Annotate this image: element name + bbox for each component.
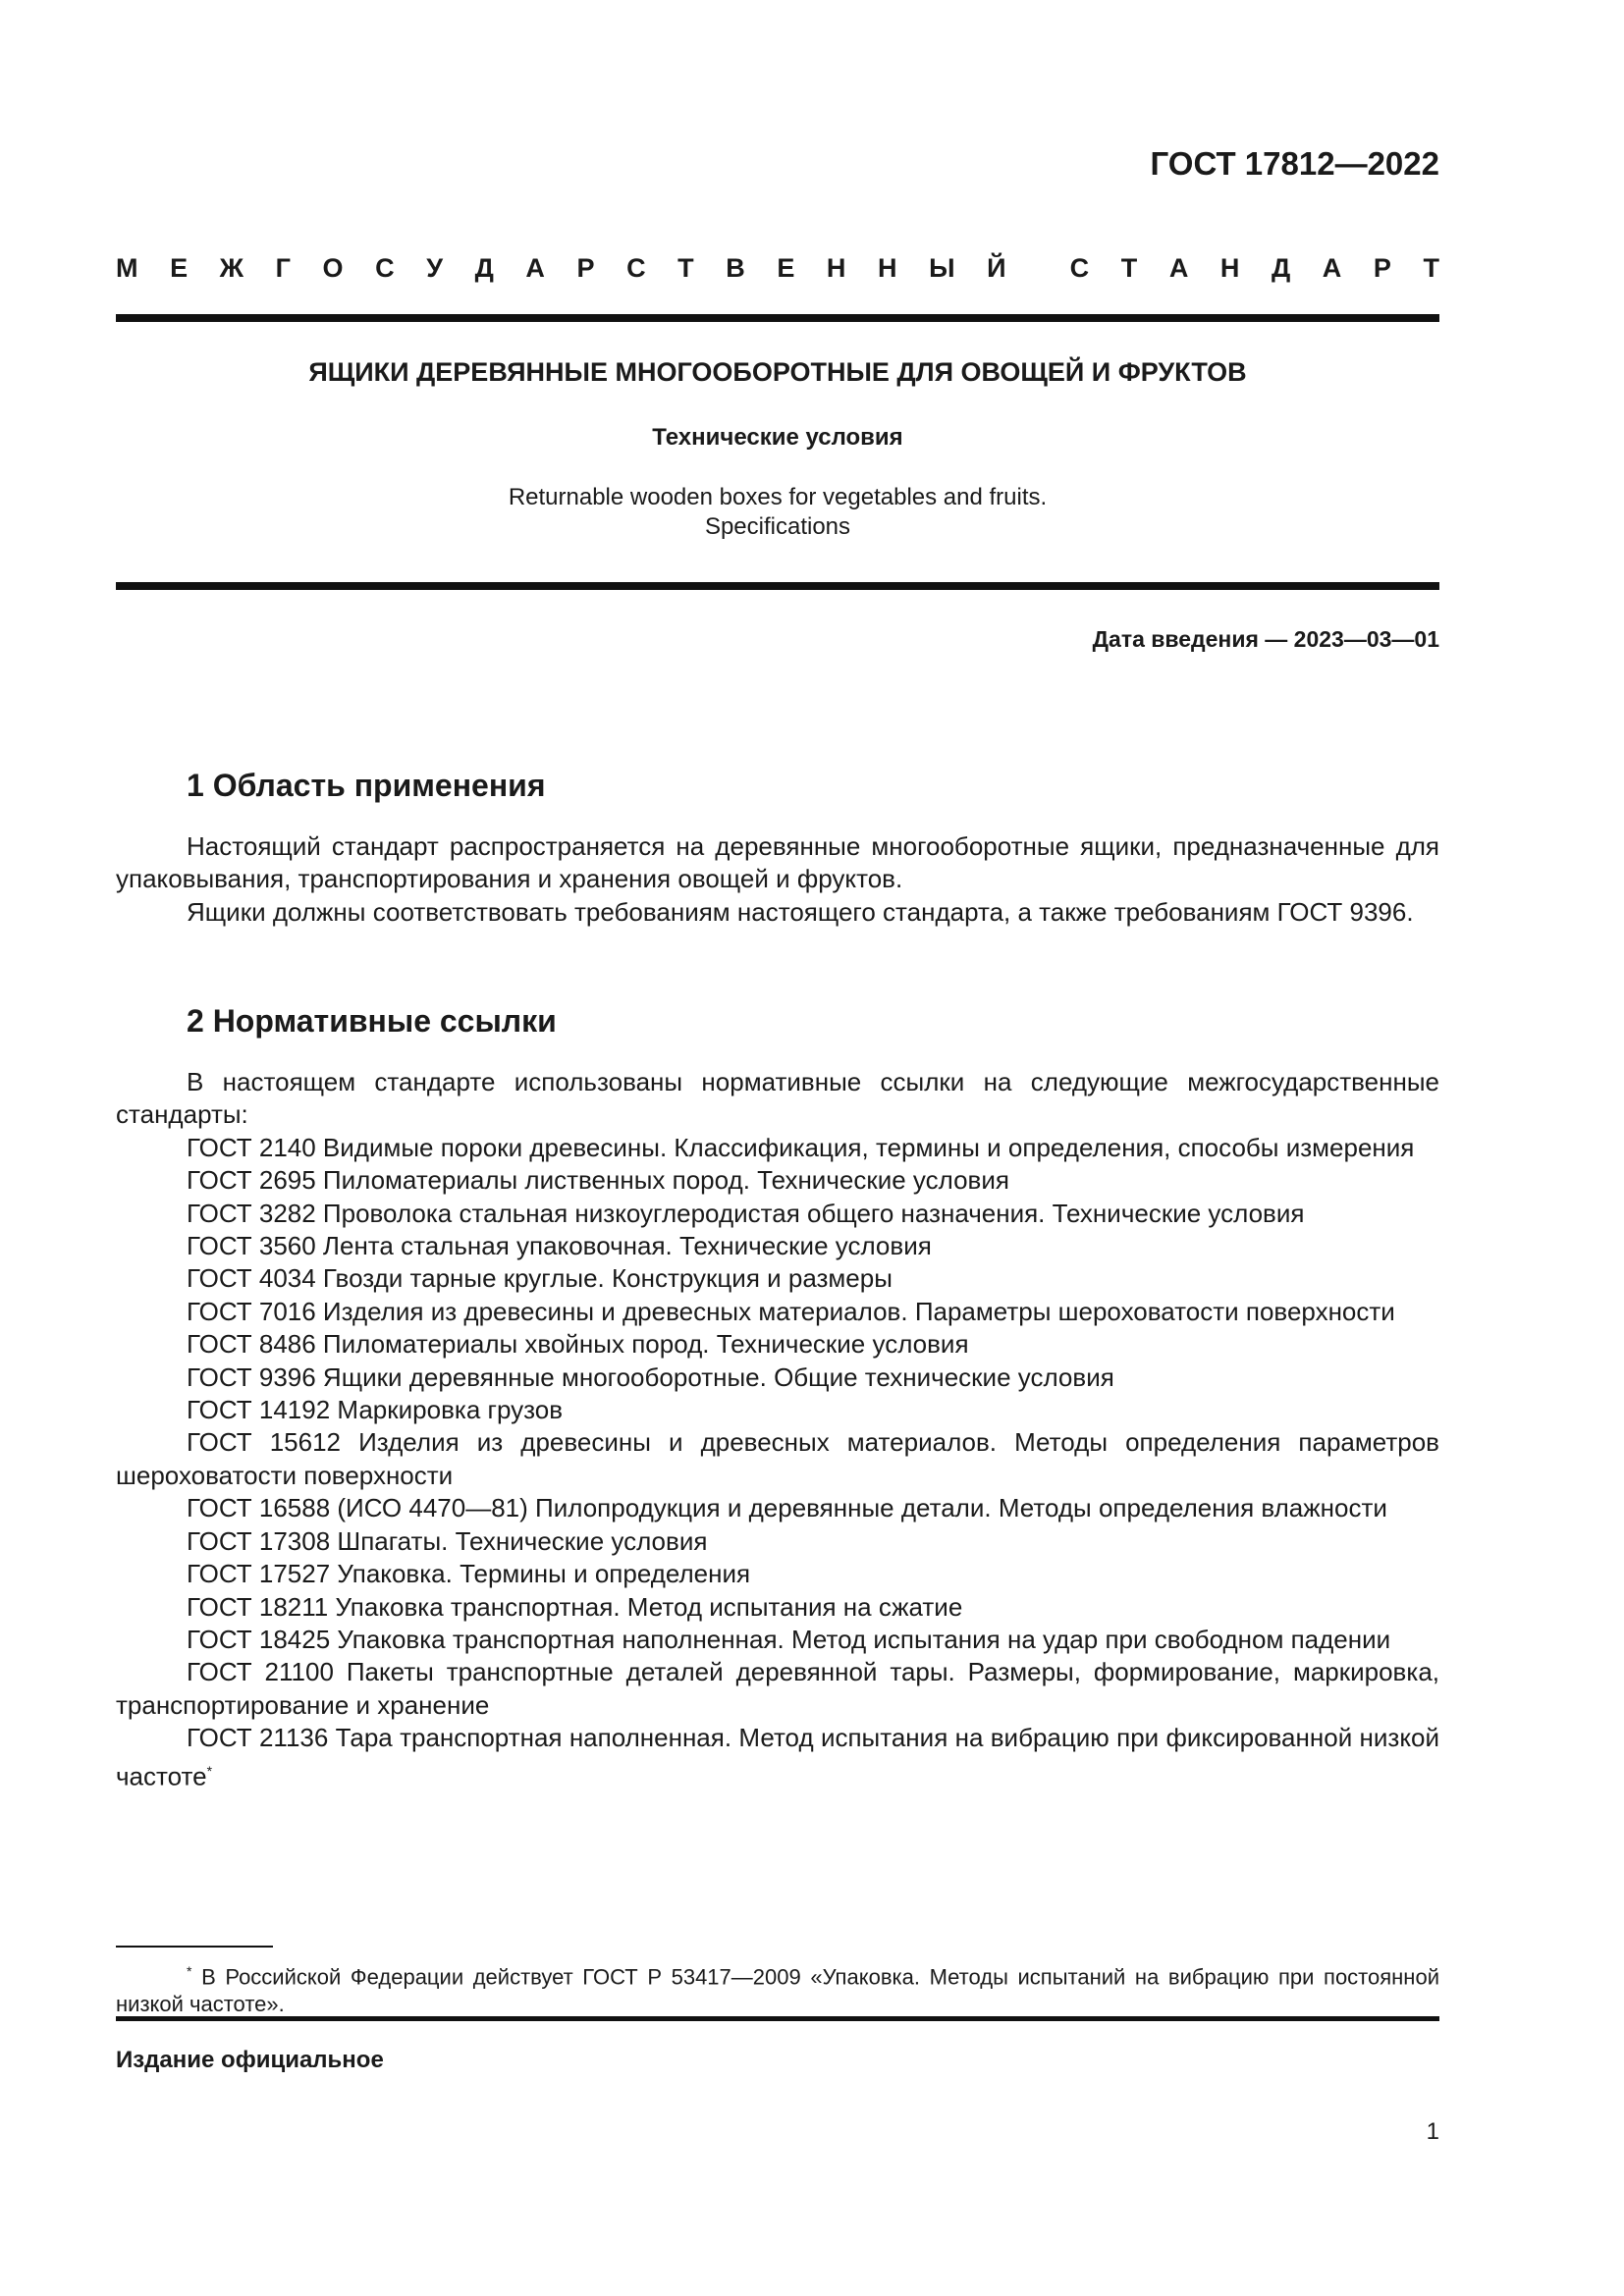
section2-body xyxy=(116,1066,1439,1793)
section2-heading: 2 Нормативные ссылки xyxy=(187,1003,557,1039)
reference-item: ГОСТ 14192 Маркировка грузов xyxy=(187,1395,564,1425)
footnote xyxy=(116,1957,1439,2018)
reference-item: ГОСТ 8486 Пиломатериалы хвойных пород. Технические условия xyxy=(187,1329,969,1360)
reference-item: ГОСТ 17308 Шпагаты. Технические условия xyxy=(187,1525,708,1556)
heading-letter: Т xyxy=(677,253,694,283)
heading-letter: Т xyxy=(1423,253,1439,283)
heading-letter: Ы xyxy=(929,253,955,283)
section1-body xyxy=(116,830,1439,929)
reference-item: ГОСТ 17527 Упаковка. Термины и определения xyxy=(187,1559,751,1589)
reference-item: ГОСТ 3282 Проволока стальная низкоуглеродистая общего назначения. Технические условия xyxy=(187,1198,1305,1228)
reference-item: ГОСТ 16588 (ИСО 4470—81) Пилопродукция и деревянные детали. Методы определения влажности xyxy=(187,1493,1387,1523)
heading-letter: Д xyxy=(474,253,494,283)
footnote-text: В Российской Федерации действует ГОСТ Р 53417—2009 «Упаковка. Методы испытаний на вибрацию при постоянной низкой частоте». xyxy=(116,1964,1439,2017)
heading-letter: О xyxy=(322,253,344,283)
heading-letter: Д xyxy=(1271,253,1291,283)
heading-letter: Т xyxy=(1120,253,1138,283)
heading-letter: Г xyxy=(275,253,291,283)
heading-letter: У xyxy=(426,253,444,283)
heading-letter: А xyxy=(1322,253,1342,283)
introduction-date: Дата введения — 2023—03—01 xyxy=(1092,626,1439,652)
section1-paragraph: Настоящий стандарт распространяется на деревянные многооборотные ящики, предназначенные для упаковывания, транспортирования и хранения овощей и фруктов. xyxy=(116,831,1439,894)
footnote-separator xyxy=(116,1946,273,1948)
top-rule xyxy=(116,314,1439,322)
heading-letter: Й xyxy=(987,253,1006,283)
heading-letter: Н xyxy=(878,253,897,283)
heading-letter: Ж xyxy=(219,253,244,283)
reference-item: ГОСТ 2695 Пиломатериалы лиственных пород. Технические условия xyxy=(187,1165,1009,1196)
page-number: 1 xyxy=(1426,2118,1439,2145)
reference-item: ГОСТ 2140 Видимые пороки древесины. Классификация, термины и определения, способы измерения xyxy=(187,1132,1415,1162)
document-subtitle: Технические условия xyxy=(652,424,903,451)
interstate-standard-heading xyxy=(116,253,1439,284)
heading-letter: А xyxy=(525,253,545,283)
section1-heading: 1 Область применения xyxy=(187,768,546,803)
heading-letter: А xyxy=(1168,253,1189,283)
heading-letter: Н xyxy=(1219,253,1240,283)
footnote-marker: * xyxy=(187,1963,192,1979)
heading-letter: Е xyxy=(777,253,795,283)
reference-item: ГОСТ 18211 Упаковка транспортная. Метод испытания на сжатие xyxy=(187,1591,963,1622)
official-edition-label: Издание официальное xyxy=(116,2047,384,2073)
heading-letter: Е xyxy=(170,253,189,283)
title-rule xyxy=(116,582,1439,590)
heading-letter: С xyxy=(1069,253,1090,283)
heading-letter: В xyxy=(726,253,745,283)
heading-letter: С xyxy=(626,253,646,283)
reference-item-with-footnote xyxy=(116,1722,1439,1792)
section1-paragraph: Ящики должны соответствовать требованиям настоящего стандарта, а также требованиям ГОСТ 9396. xyxy=(187,896,1414,927)
gost-number: ГОСТ 17812—2022 xyxy=(1150,145,1439,182)
heading-letter: С xyxy=(375,253,395,283)
reference-item: ГОСТ 3560 Лента стальная упаковочная. Технические условия xyxy=(187,1231,932,1261)
reference-item: ГОСТ 21100 Пакеты транспортные деталей деревянной тары. Размеры, формирование, маркировка, транспортирование и хранение xyxy=(116,1657,1439,1720)
english-title-line2: Specifications xyxy=(704,513,851,540)
reference-item: ГОСТ 4034 Гвозди тарные круглые. Конструкция и размеры xyxy=(187,1263,893,1294)
reference-item: ГОСТ 7016 Изделия из древесины и древесных материалов. Параметры шероховатости поверхности xyxy=(187,1296,1395,1326)
english-title-line1: Returnable wooden boxes for vegetables and fruits. xyxy=(508,484,1048,510)
document-title: ЯЩИКИ ДЕРЕВЯННЫЕ МНОГООБОРОТНЫЕ ДЛЯ ОВОЩЕЙ И ФРУКТОВ xyxy=(308,357,1247,387)
heading-letter: М xyxy=(116,253,138,283)
english-title xyxy=(116,483,1439,542)
reference-item: ГОСТ 18425 Упаковка транспортная наполненная. Метод испытания на удар при свободном падении xyxy=(187,1624,1391,1654)
section2-intro: В настоящем стандарте использованы нормативные ссылки на следующие межгосударственные стандарты: xyxy=(116,1067,1439,1130)
heading-letter: Н xyxy=(826,253,846,283)
footer-rule xyxy=(116,2016,1439,2021)
footnote-ref-marker[interactable]: * xyxy=(206,1762,213,1779)
heading-letter: Р xyxy=(576,253,595,283)
reference-item-text: ГОСТ 21136 Тара транспортная наполненная. Метод испытания на вибрацию при фиксированной низкой частоте xyxy=(116,1723,1439,1791)
reference-item: ГОСТ 9396 Ящики деревянные многооборотные. Общие технические условия xyxy=(187,1362,1114,1392)
heading-letter: Р xyxy=(1373,253,1391,283)
reference-item: ГОСТ 15612 Изделия из древесины и древесных материалов. Методы определения параметров шероховатости поверхности xyxy=(116,1427,1439,1490)
